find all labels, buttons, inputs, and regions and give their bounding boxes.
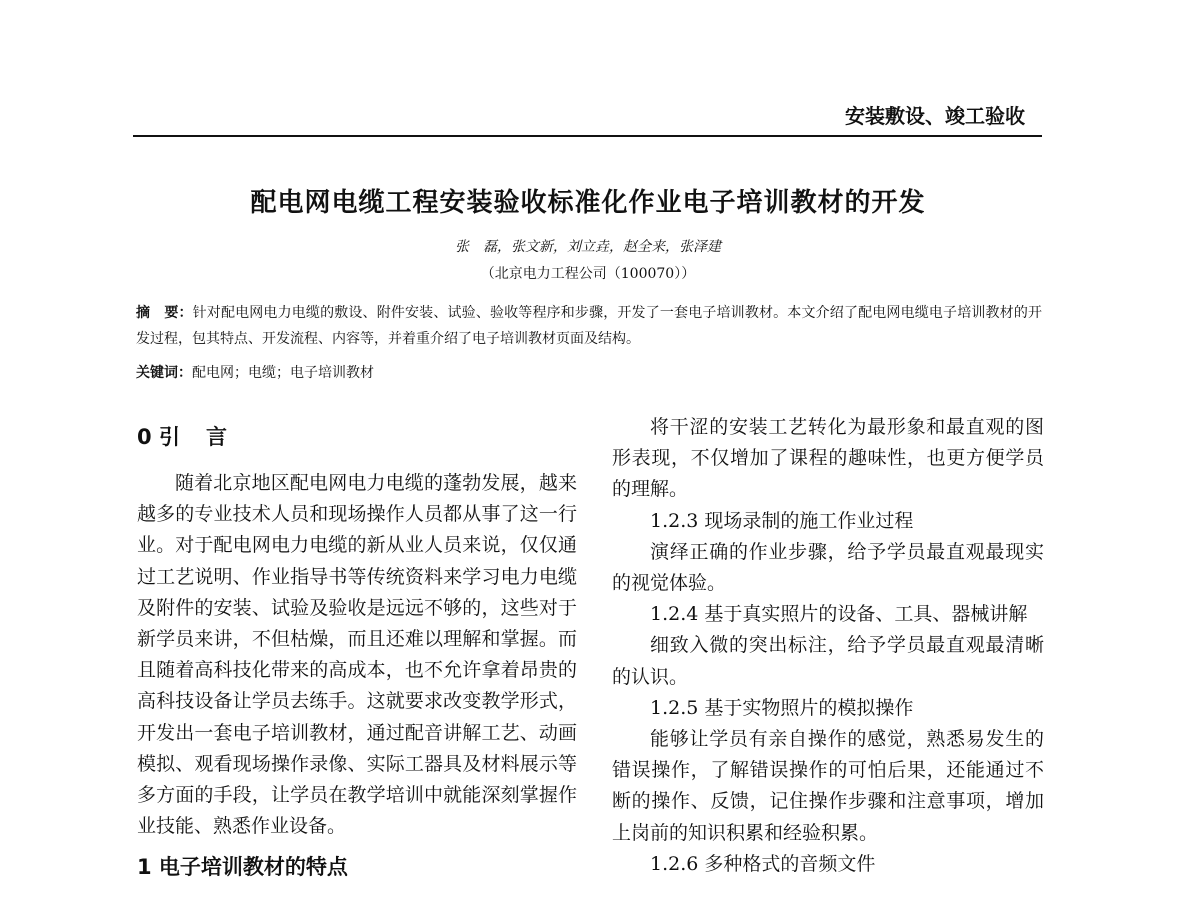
subsection-heading-1-2-5: 1.2.5 基于实物照片的模拟操作	[650, 696, 914, 719]
section-heading-introduction	[137, 422, 577, 452]
abstract-text: 针对配电网电力电缆的敷设、附件安装、试验、验收等程序和步骤，开发了一套电子培训教材。本文介绍了配电网电缆电子培训教材的开发过程，包其特点、开发流程、内容等，并着重介绍了电子培训教材页面及结构。	[136, 305, 1043, 347]
subsection-heading-1-2-6: 1.2.6 多种格式的音频文件	[650, 852, 876, 875]
section-heading-features: 1 电子培训教材的特点	[137, 855, 348, 880]
abstract	[136, 300, 1042, 352]
left-column	[137, 422, 577, 882]
subsection-text-1-2-3: 演绎正确的作业步骤，给予学员最直观最现实的视觉体验。	[612, 540, 1044, 595]
right-column	[612, 412, 1044, 880]
running-section-header: 安装敷设、竣工验收	[845, 104, 1025, 128]
section-title-char-2: 言	[205, 425, 227, 449]
subsection-heading-1-2-3: 1.2.3 现场录制的施工作业过程	[650, 509, 914, 532]
subsection-heading-1-2-4: 1.2.4 基于真实照片的设备、工具、器械讲解	[650, 603, 1028, 626]
paper-title: 配电网电缆工程安装验收标准化作业电子培训教材的开发	[250, 188, 926, 218]
paper-authors: 张 磊，张文新，刘立垚，赵全来，张泽建	[455, 239, 721, 255]
section-number: 0	[137, 425, 152, 449]
continued-paragraph: 将干涩的安装工艺转化为最形象和最直观的图形表现，不仅增加了课程的趣味性，也更方便学员的理解。	[612, 416, 1044, 501]
paper-affiliation: （北京电力工程公司（100070））	[480, 266, 696, 282]
section-title-char-1: 引	[158, 425, 180, 449]
keywords-label: 关键词：	[136, 365, 192, 381]
intro-paragraph: 随着北京地区配电网电力电缆的蓬勃发展，越来越多的专业技术人员和现场操作人员都从事了这一行业。对于配电网电力电缆的新从业人员来说，仅仅通过工艺说明、作业指导书等传统资料来学习电力电缆及附件的安装、试验及验收是远远不够的，这些对于新学员来讲，不但枯燥，而且还难以理解和掌握。而且随着高科技化带来的高成本，也不允许拿着昂贵的高科技设备让学员去练手。这就要求改变教学形式，开发出一套电子培训教材，通过配音讲解工艺、动画模拟、观看现场操作录像、实际工器具及材料展示等多方面的手段，让学员在教学培训中就能深刻掌握作业技能、熟悉作业设备。	[137, 472, 577, 838]
subsection-text-1-2-5: 能够让学员有亲自操作的感觉，熟悉易发生的错误操作，了解错误操作的可怕后果，还能通过不断的操作、反馈，记住操作步骤和注意事项，增加上岗前的知识积累和经验积累。	[612, 728, 1044, 844]
subsection-text-1-2-4: 细致入微的突出标注，给予学员最直观最清晰的认识。	[612, 634, 1044, 688]
keywords	[136, 362, 1042, 384]
header-rule	[133, 135, 1042, 137]
keywords-text: 配电网；电缆；电子培训教材	[192, 365, 374, 381]
abstract-label: 摘 要：	[136, 305, 193, 321]
